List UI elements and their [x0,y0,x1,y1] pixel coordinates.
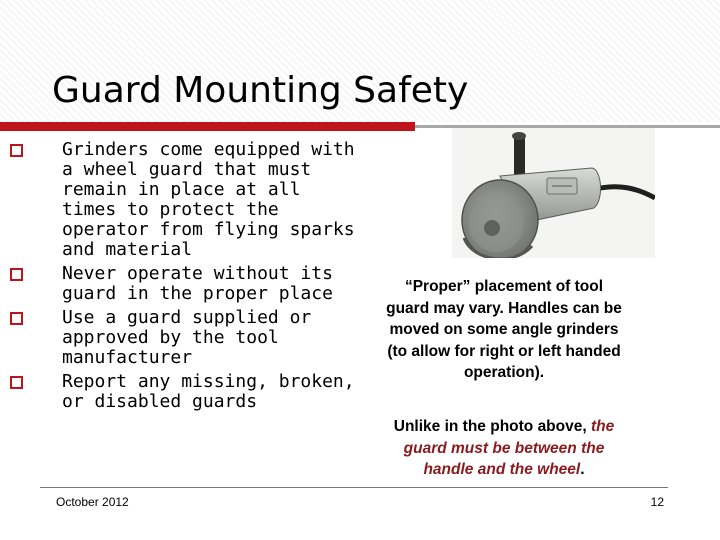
angle-grinder-photo [452,128,655,271]
bullet-item [10,308,365,368]
bullet-text: Use a guard supplied or approved by the tool manufacturer [62,307,312,368]
square-bullet-icon [10,268,23,281]
angle-grinder-icon [452,128,655,271]
bullet-text: Report any missing, broken, or disabled guards [62,371,355,412]
bullet-item [10,140,365,260]
photo-caption: “Proper” placement of tool guard may vary. Handles can be moved on some angle grinders (to allow for right or left handed operation). [386,278,622,381]
note-lead: Unlike in the photo above, [393,418,591,435]
footer-divider [40,487,668,488]
footer-date: October 2012 [56,495,129,509]
safety-note [384,416,624,481]
bullet-text: Never operate without its guard in the proper place [62,263,333,304]
bullet-list [10,140,365,416]
square-bullet-icon [10,312,23,325]
note-emphasis: the guard must be between the handle and the wheel [403,418,615,478]
bullet-item [10,264,365,304]
bullet-text: Grinders come equipped with a wheel guard that must remain in place at all times to protect the operator from flying sparks and material [62,139,355,260]
square-bullet-icon [10,144,23,157]
square-bullet-icon [10,376,23,389]
title-underline-accent [0,122,415,131]
bullet-item [10,372,365,412]
slide-title: Guard Mounting Safety [52,70,469,111]
page-number: 12 [650,495,664,509]
note-tail: . [580,461,585,478]
